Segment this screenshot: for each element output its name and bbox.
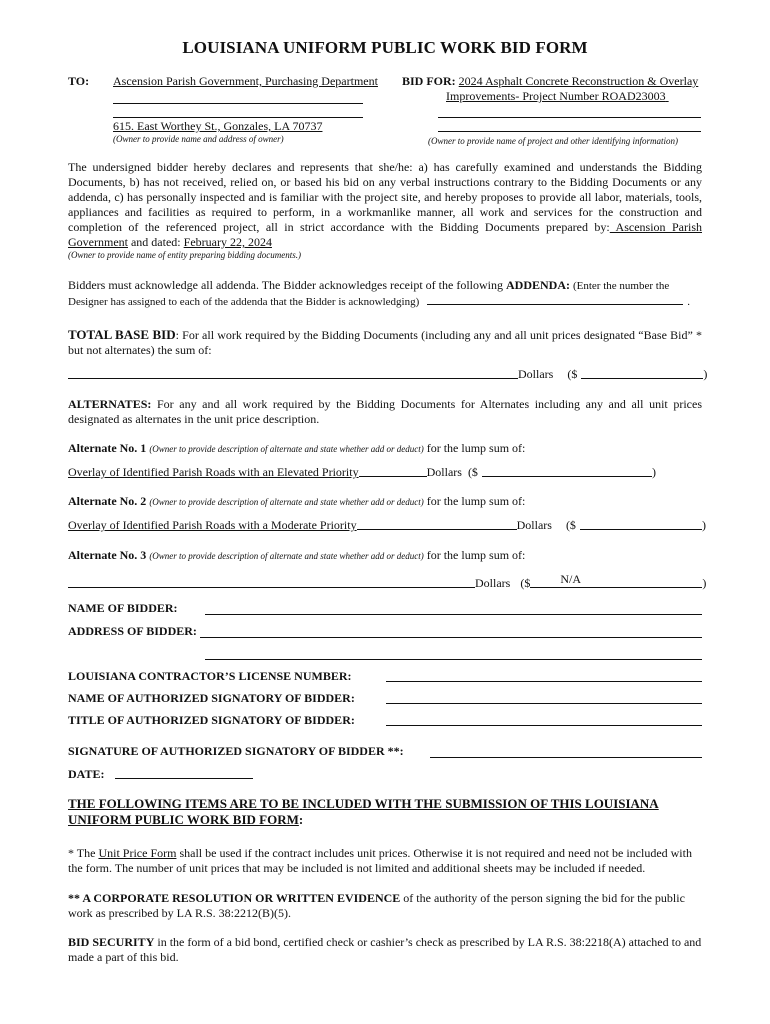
alternate-2-dollars: Dollars [516, 518, 552, 532]
addenda-text: Bidders must acknowledge all addenda. The Bidder acknowledges receipt of the following [68, 278, 503, 292]
alternate-3-heading [68, 548, 525, 564]
alternate-2-note: (Owner to provide description of alternate and state whether add or deduct) [149, 497, 424, 507]
project-line-2-blank[interactable] [666, 89, 698, 104]
dated-value: February 22, 2024 [183, 235, 272, 249]
unit-price-star: * The [68, 846, 99, 860]
corporate-resolution-label: ** A CORPORATE RESOLUTION OR WRITTEN EVIDENCE [68, 891, 401, 905]
dated-label: and dated: [130, 235, 181, 249]
bid-for-line-1 [402, 74, 698, 89]
alternate-3-dollars: Dollars [475, 576, 511, 590]
alternate-2-heading [68, 494, 525, 510]
total-base-bid-amount-row [68, 367, 708, 382]
unit-price-paragraph [68, 846, 702, 876]
signatory-name-field[interactable] [386, 703, 702, 704]
preparer-note: (Owner to provide name of entity preparing bidding documents.) [68, 250, 302, 260]
form-title: LOUISIANA UNIFORM PUBLIC WORK BID FORM [182, 38, 588, 57]
addenda-input-line[interactable] [427, 304, 683, 305]
signatory-title-label: TITLE OF AUTHORIZED SIGNATORY OF BIDDER: [68, 713, 355, 727]
declaration-paragraph [68, 160, 702, 250]
license-number-field[interactable] [386, 681, 702, 682]
owner-note: (Owner to provide name and address of owner) [113, 134, 284, 144]
alternate-3-suffix: for the lump sum of: [426, 548, 526, 562]
bid-security-text: in the form of a bid bond, certified check or cashier’s check as prescribed by LA R.S. 38:2218(A) attached to and made a part of this bid. [68, 935, 702, 964]
submission-heading-text: THE FOLLOWING ITEMS ARE TO BE INCLUDED WITH THE SUBMISSION OF THIS LOUISIANA UNIFORM PUBLIC WORK BID FORM [68, 796, 659, 827]
alternate-3-note: (Owner to provide description of alternate and state whether add or deduct) [149, 551, 424, 561]
total-base-bid-paren-close: ) [703, 367, 708, 381]
alternate-2-paren-open: ($ [565, 518, 576, 532]
addenda-paren-b: Designer has assigned to each of the addenda that the Bidder is acknowledging) [68, 296, 420, 308]
date-field[interactable] [115, 778, 253, 779]
alternate-2-words-line[interactable] [357, 529, 517, 530]
alternate-2-description: Overlay of Identified Parish Roads with a Moderate Priority [68, 518, 357, 532]
project-note: (Owner to provide name of project and other identifying information) [428, 136, 679, 146]
alternate-2-suffix: for the lump sum of: [426, 494, 526, 508]
unit-price-form-link: Unit Price Form [98, 846, 177, 860]
addenda-line-1 [68, 278, 708, 294]
alternate-2-figure-line[interactable] [580, 529, 702, 530]
owner-blank-line-2[interactable] [113, 117, 363, 118]
owner-name: Ascension Parish Government, Purchasing Department [113, 74, 378, 88]
alternate-2-paren-close: ) [701, 518, 706, 532]
alternate-3-paren-open: ($ [520, 576, 531, 590]
alternates-paragraph [68, 397, 702, 427]
alternate-1-figure-line[interactable] [482, 476, 652, 477]
total-base-bid-words-line[interactable] [68, 378, 518, 379]
to-label: TO: [68, 74, 90, 88]
addenda-line-2 [68, 296, 690, 308]
total-base-bid-figure-line[interactable] [581, 378, 703, 379]
bid-for-label: BID FOR: [402, 74, 456, 88]
declaration-text: The undersigned bidder hereby declares and represents that she/he: a) has carefully examined and understands the Bidding Documents, b) has not received, relied on, or based his bid on any verbal instructions contrary to the Bidding Documents or any addenda, c) has personally inspected and is familiar with the project site, and hereby proposes to provide all labor, materials, tools, appliances and facilities as required to perform, in a workmanlike manner, all work and services for the construction and completion of the referenced project, all in strict accordance with the Bidding Documents prepared by: [68, 160, 702, 234]
alternate-1-dollars: Dollars [426, 465, 462, 479]
alternate-2-amount-row [68, 518, 708, 533]
alternate-1-heading [68, 441, 525, 457]
addenda-period: . [687, 296, 691, 308]
project-blank-line-2[interactable] [438, 131, 701, 132]
alternate-1-words-line[interactable] [359, 476, 427, 477]
alternate-1-paren-open: ($ [467, 465, 478, 479]
alternate-1-suffix: for the lump sum of: [426, 441, 526, 455]
alternates-label: ALTERNATES: [68, 397, 152, 411]
addenda-label: ADDENDA: [505, 278, 570, 292]
bid-security-label: BID SECURITY [68, 935, 155, 949]
signatory-title-field[interactable] [386, 725, 702, 726]
alternate-3-label: Alternate No. 3 [68, 548, 147, 562]
alternate-3-amount-row [68, 572, 708, 591]
project-blank-line-1[interactable] [438, 117, 701, 118]
total-base-bid-text: : For all work required by the Bidding Documents (including any and all unit prices designated “Base Bid” * but not alternates) the sum of: [68, 328, 702, 357]
address-of-bidder-field-2[interactable] [205, 659, 702, 660]
alternate-1-note: (Owner to provide description of alternate and state whether add or deduct) [149, 444, 424, 454]
alternate-1-amount-row [68, 465, 668, 480]
signature-label: SIGNATURE OF AUTHORIZED SIGNATORY OF BIDDER **: [68, 744, 404, 758]
project-name-line-1: 2024 Asphalt Concrete Reconstruction & Overlay [458, 74, 699, 88]
total-base-bid-paragraph [68, 327, 702, 358]
alternate-1-description: Overlay of Identified Parish Roads with an Elevated Priority [68, 465, 359, 479]
total-base-bid-dollars: Dollars [518, 367, 554, 381]
license-number-label: LOUISIANA CONTRACTOR’S LICENSE NUMBER: [68, 669, 352, 683]
prepared-by-value: Ascension Parish Government [68, 220, 702, 249]
submission-heading-colon: : [298, 812, 304, 827]
total-base-bid-paren-open: ($ [567, 367, 578, 381]
signature-field[interactable] [430, 757, 702, 758]
unit-price-text: shall be used if the contract includes unit prices. Otherwise it is not required and need not be included with the form. The number of unit prices that may be included is not limited and additional sheets may be included if needed. [68, 846, 692, 875]
owner-blank-line-1[interactable] [113, 103, 363, 104]
date-label: DATE: [68, 767, 105, 781]
alternate-1-paren-close: ) [651, 465, 656, 479]
bid-for-line-2 [446, 89, 698, 104]
total-base-bid-label: TOTAL BASE BID [68, 327, 176, 342]
signatory-name-label: NAME OF AUTHORIZED SIGNATORY OF BIDDER: [68, 691, 355, 705]
addenda-paren-a: (Enter the number the [572, 280, 670, 292]
alternate-3-figure-line[interactable]: N/A [530, 572, 702, 588]
submission-heading [68, 796, 702, 828]
alternates-text: For any and all work required by the Bidding Documents for Alternates including any and all unit prices designated as alternates in the unit price description. [68, 397, 702, 426]
corporate-resolution-paragraph [68, 891, 702, 921]
address-of-bidder-label: ADDRESS OF BIDDER: [68, 624, 197, 638]
alternate-3-words-line[interactable] [68, 587, 475, 588]
alternate-2-label: Alternate No. 2 [68, 494, 147, 508]
bid-security-paragraph [68, 935, 708, 965]
project-name-line-2: Improvements- Project Number ROAD23003 [446, 89, 666, 103]
alternate-3-paren-close: ) [702, 576, 707, 590]
address-of-bidder-field-1[interactable] [200, 637, 702, 638]
owner-address: 615. East Worthey St., Gonzales, LA 70737 [113, 119, 323, 133]
name-of-bidder-label: NAME OF BIDDER: [68, 601, 178, 615]
alternate-1-label: Alternate No. 1 [68, 441, 147, 455]
corporate-resolution-text: of the authority of the person signing the bid for the public work as prescribed by LA R.S. 38:2212(B)(5). [68, 891, 685, 920]
name-of-bidder-field[interactable] [205, 614, 702, 615]
